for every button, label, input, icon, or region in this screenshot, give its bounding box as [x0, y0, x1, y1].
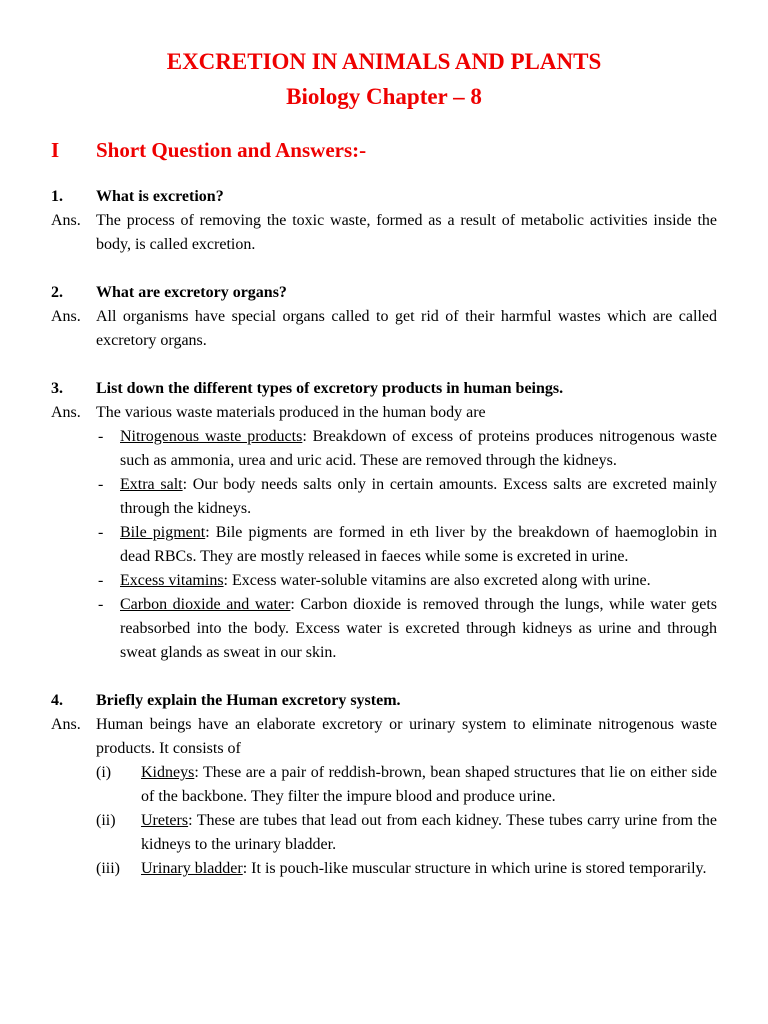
- list-item-term: Carbon dioxide and water: [120, 596, 291, 613]
- list-item-text: : Breakdown of excess of proteins produces nitrogenous waste such as ammonia, urea and uric acid. These are removed through the kidneys.: [120, 428, 717, 469]
- question-text: What are excretory organs?: [96, 284, 287, 301]
- section-heading: [51, 135, 717, 165]
- answer-2: [51, 305, 717, 353]
- list-item-numeral: (ii): [96, 812, 116, 829]
- list-item-term: Bile pigment: [120, 524, 206, 541]
- answer-intro: The various waste materials produced in the human body are: [96, 404, 486, 421]
- list-item-text: : Our body needs salts only in certain amounts. Excess salts are excreted mainly through the kidneys.: [120, 476, 718, 517]
- answer-label: Ans.: [51, 212, 81, 229]
- section-number: I: [51, 138, 60, 162]
- list-item: [96, 761, 717, 809]
- question-number: 2.: [51, 284, 63, 301]
- question-number: 1.: [51, 188, 63, 205]
- answer-text: All organisms have special organs called to get rid of their harmful wastes which are called excretory organs.: [96, 308, 717, 349]
- answer-4: [51, 713, 717, 881]
- list-item-term: Nitrogenous waste products: [120, 428, 303, 445]
- question-3: [51, 377, 717, 401]
- question-1: [51, 185, 717, 209]
- list-item-numeral: (i): [96, 764, 112, 781]
- answer-label: Ans.: [51, 716, 81, 733]
- list-item: [96, 809, 717, 857]
- section-title: Short Question and Answers:-: [96, 138, 367, 162]
- list-item-term: Extra salt: [120, 476, 183, 493]
- list-item-text: : These are tubes that lead out from each kidney. These tubes carry urine from the kidneys to the urinary bladder.: [141, 812, 717, 853]
- list-item: - Carbon dioxide and water: Carbon dioxide is removed through the lungs, while water gets reabsorbed into the body. Excess water is excreted through kidneys as urine and through sweat glands as sweat in our skin.: [98, 596, 718, 661]
- list-item-text: : It is pouch-like muscular structure in which urine is stored temporarily.: [242, 860, 707, 877]
- list-item-numeral: (iii): [96, 860, 120, 877]
- answer-body: [96, 713, 717, 881]
- list-item: - Extra salt: Our body needs salts only in certain amounts. Excess salts are excreted mainly through the kidneys.: [98, 476, 718, 517]
- list-item: - Bile pigment: Bile pigments are formed in eth liver by the breakdown of haemoglobin in dead RBCs. They are mostly released in faeces while some is excreted in urine.: [98, 524, 717, 565]
- list-item-term: Kidneys: [141, 764, 195, 781]
- document-title: EXCRETION IN ANIMALS AND PLANTS: [166, 49, 602, 74]
- list-item-term: Urinary bladder: [141, 860, 243, 877]
- question-2: [51, 281, 717, 305]
- answer-1: [51, 209, 717, 257]
- document-page: [51, 44, 717, 881]
- list-item: - Nitrogenous waste products: Breakdown of excess of proteins produces nitrogenous waste such as ammonia, urea and uric acid. These are removed through the kidneys.: [98, 428, 717, 469]
- answer-label: Ans.: [51, 404, 81, 421]
- question-4: [51, 689, 717, 713]
- list-item: [96, 857, 717, 881]
- document-subtitle: Biology Chapter – 8: [286, 84, 482, 109]
- answer-3: [51, 401, 717, 665]
- answer-label: Ans.: [51, 308, 81, 325]
- answer-body: [96, 401, 717, 665]
- list-item-text: : Carbon dioxide is removed through the lungs, while water gets reabsorbed into the body. Excess water is excreted through kidneys as urine and through sweat glands as sweat in our skin.: [120, 596, 718, 661]
- list-item-text: : Excess water-soluble vitamins are also excreted along with urine.: [223, 572, 651, 589]
- question-text: What is excretion?: [96, 188, 224, 205]
- question-number: 4.: [51, 692, 63, 709]
- list-item: - Excess vitamins: Excess water-soluble vitamins are also excreted along with urine.: [98, 572, 651, 589]
- question-number: 3.: [51, 380, 63, 397]
- list-item-text: : These are a pair of reddish-brown, bean shaped structures that lie on either side of the backbone. They filter the impure blood and produce urine.: [141, 764, 717, 805]
- list-item-term: Ureters: [141, 812, 189, 829]
- question-text: List down the different types of excretory products in human beings.: [96, 380, 564, 397]
- list-item-text: : Bile pigments are formed in eth liver by the breakdown of haemoglobin in dead RBCs. They are mostly released in faeces while some is excreted in urine.: [120, 524, 717, 565]
- answer-intro: Human beings have an elaborate excretory or urinary system to eliminate nitrogenous waste products. It consists of: [96, 716, 717, 757]
- question-text: Briefly explain the Human excretory system.: [96, 692, 401, 709]
- answer-text: The process of removing the toxic waste, formed as a result of metabolic activities inside the body, is called excretion.: [96, 212, 717, 253]
- list-item-term: Excess vitamins: [120, 572, 224, 589]
